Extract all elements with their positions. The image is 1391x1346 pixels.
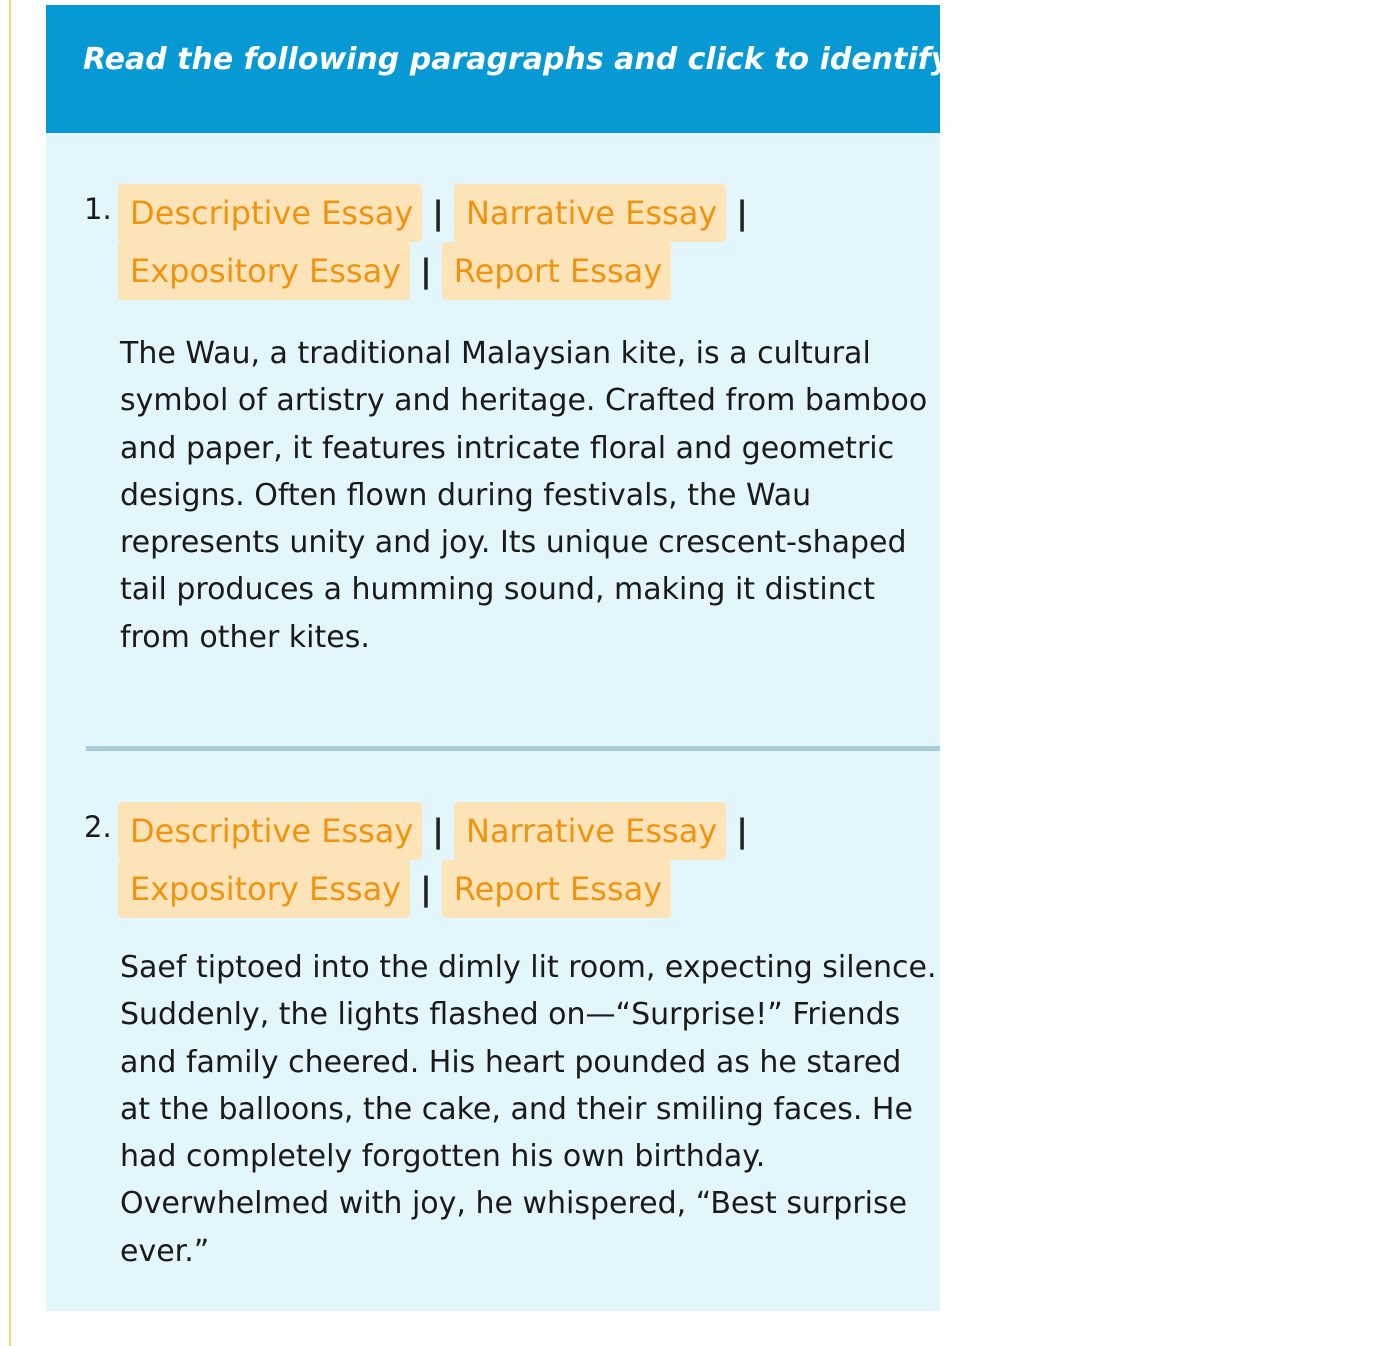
- choice-report-essay[interactable]: Report Essay: [442, 860, 671, 918]
- choice-expository-essay[interactable]: Expository Essay: [118, 242, 410, 300]
- choice-separator: |: [432, 812, 444, 850]
- choice-separator: |: [736, 812, 748, 850]
- passage-text: Saef tiptoed into the dimly lit room, expecting silence. Suddenly, the lights flashed on—“Surprise!” Friends and family cheered. His heart pounded as he stared at the balloons, the cake, and their smiling faces. He had completely forgotten his own birthday. Overwhelmed with joy, he whispered, “Best surprise ever.”: [120, 950, 937, 1269]
- section-divider: [86, 746, 940, 751]
- exercise-panel: [46, 133, 940, 1311]
- left-margin-rule: [9, 0, 11, 1346]
- choice-row-2: [118, 242, 671, 300]
- choice-separator: |: [736, 194, 748, 232]
- question-number: 2.: [84, 810, 112, 844]
- choice-report-essay[interactable]: Report Essay: [442, 242, 671, 300]
- question-number: 1.: [84, 192, 112, 226]
- choice-separator: |: [420, 870, 432, 908]
- choice-expository-essay[interactable]: Expository Essay: [118, 860, 410, 918]
- choice-narrative-essay[interactable]: Narrative Essay: [454, 184, 726, 242]
- choice-descriptive-essay[interactable]: Descriptive Essay: [118, 184, 422, 242]
- choice-descriptive-essay[interactable]: Descriptive Essay: [118, 802, 422, 860]
- instruction-text: Read the following paragraphs and click to identify the types of essays used.: [83, 42, 1391, 77]
- choice-separator: |: [432, 194, 444, 232]
- choice-separator: |: [420, 252, 432, 290]
- passage-text: The Wau, a traditional Malaysian kite, is a cultural symbol of artistry and heritage. Crafted from bamboo and paper, it features intricate floral and geometric designs. Often flown during festivals, the Wau represents unity and joy. Its unique crescent-shaped tail produces a humming sound, making it distinct from other kites.: [120, 336, 928, 655]
- choice-row-2: [118, 860, 671, 918]
- choice-row-1: [118, 184, 758, 242]
- choice-row-1: [118, 802, 758, 860]
- choice-narrative-essay[interactable]: Narrative Essay: [454, 802, 726, 860]
- instruction-banner: [46, 5, 1391, 133]
